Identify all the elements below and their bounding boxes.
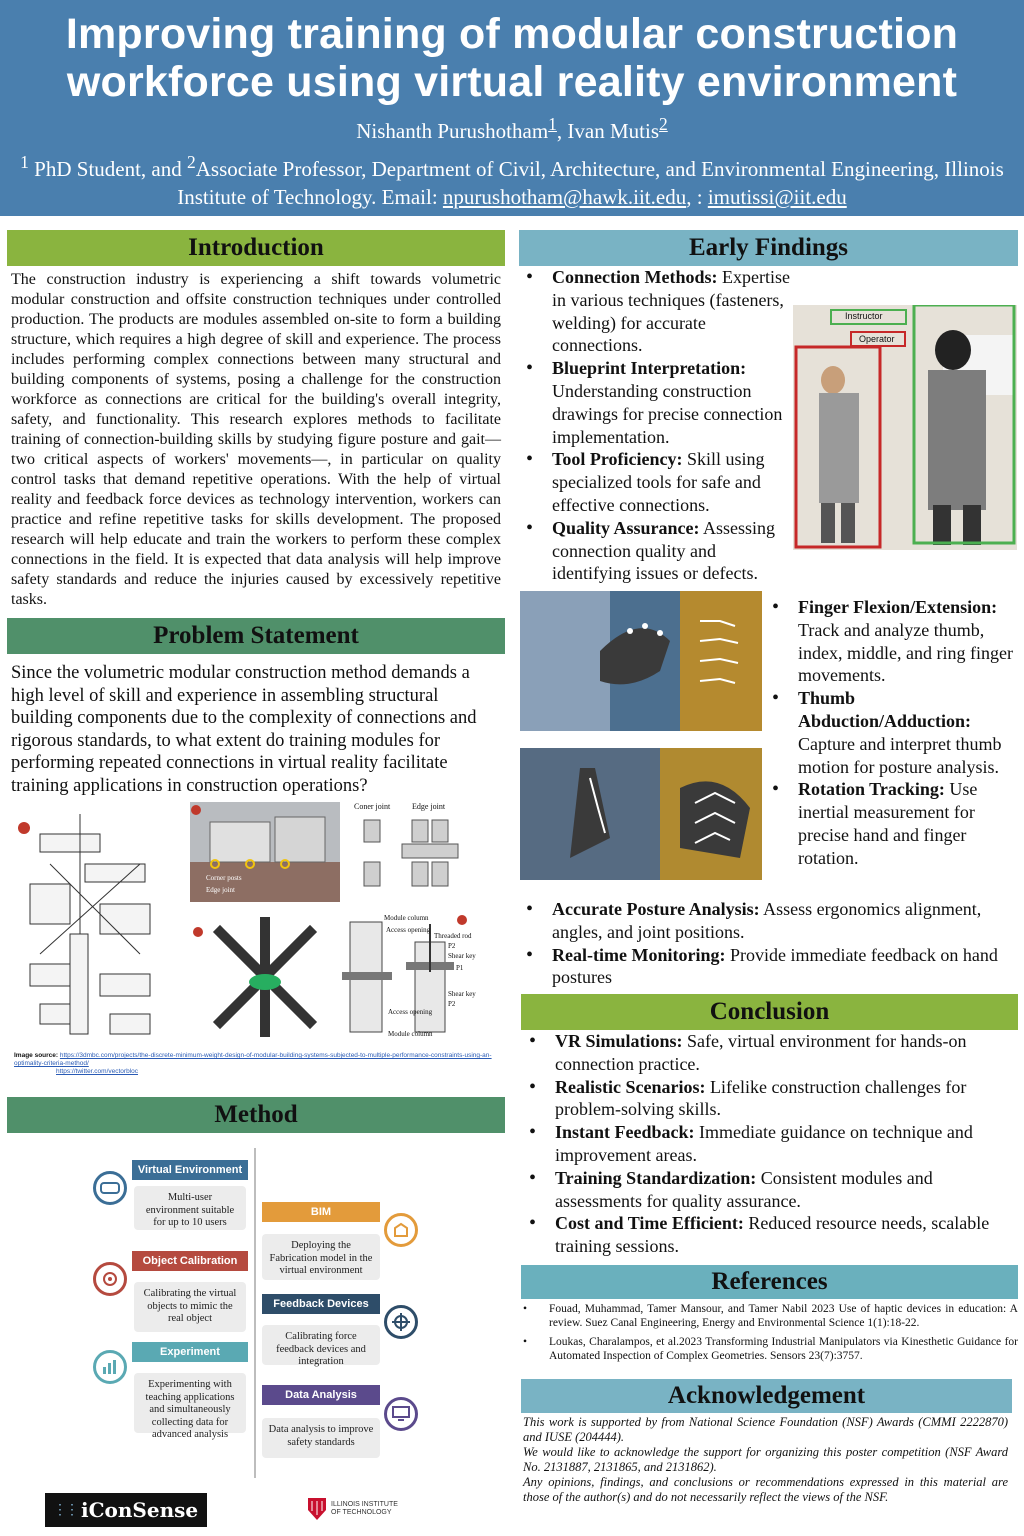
poster-header bbox=[0, 0, 1024, 216]
conclusion-item-text: Lifelike construction challenges for problem-solving skills. bbox=[555, 1076, 967, 1120]
finding-item-title: Finger Flexion/Extension: bbox=[798, 597, 998, 617]
conclusion-item bbox=[525, 1212, 1019, 1258]
conclusion-item-title: Cost and Time Efficient: bbox=[555, 1213, 744, 1234]
crosshair-icon bbox=[384, 1305, 418, 1339]
reference-item: • Loukas, Charalampos, et al.2023 Transforming Industrial Manipulators via Kinesthetic Guidance for Automated Inspection of Complex Geometries. Sensors 23(7):3757. bbox=[521, 1336, 1018, 1363]
authors bbox=[0, 114, 1024, 144]
iit-name-line1: ILLINOIS INSTITUTE bbox=[331, 1501, 398, 1508]
problem-text: Since the volumetric modular construction method demands a high level of skill and experience in assembling structural building components due to the complexity of connections and rigorous standards, to what extent do training modules for performing repeated connections in virtual reality facilitate training applications in construction operations? bbox=[11, 663, 477, 796]
finding-item bbox=[522, 357, 790, 448]
poster-title: Improving training of modular construction workforce using virtual reality environment bbox=[65, 10, 959, 106]
step-bim-text: Deploying the Fabrication model in the virtual environment bbox=[262, 1234, 380, 1280]
finding-item-text: Provide immediate feedback on hand postures bbox=[552, 944, 998, 988]
step-data-analysis-tag: Data Analysis bbox=[262, 1385, 380, 1405]
label-coner-joint: Coner joint bbox=[354, 802, 391, 811]
author-1: Nishanth Purushotham bbox=[356, 119, 549, 143]
affil-text-2: Associate Professor, Department of Civil, Architecture, and Environmental Engineering, Illinois Institute of Technology. Email: bbox=[177, 157, 1004, 209]
step-experiment-text: Experimenting with teaching applications and simultaneously collecting data for advanced analysis bbox=[134, 1373, 246, 1433]
legend-corner-posts: Corner posts bbox=[206, 874, 242, 882]
label-shear-key-2: Shear key bbox=[448, 990, 476, 998]
module-column-section-figure bbox=[340, 912, 504, 1042]
finding-item bbox=[522, 898, 1014, 944]
conclusion-item-text: Reduced resource needs, scalable training sessions. bbox=[555, 1213, 990, 1257]
ack-paragraph-2: We would like to acknowledge the support for organizing this poster competition (NSF Award No. 2131887, 2131865, and 2131862). bbox=[523, 1445, 1008, 1474]
iconsense-wordmark: iConSense bbox=[81, 1498, 199, 1522]
ack-paragraph-1: This work is supported by from National Science Foundation (NSF) Awards (CMMI 2222870) and IUSE (204444). bbox=[523, 1415, 1008, 1444]
instructor-label: Instructor bbox=[845, 311, 883, 321]
affil-text-1: PhD Student, and bbox=[28, 157, 188, 181]
author-2: , Ivan Mutis bbox=[556, 119, 659, 143]
step-experiment-tag: Experiment bbox=[132, 1342, 248, 1362]
finding-item bbox=[768, 687, 1020, 778]
legend-edge-joint: Edge joint bbox=[206, 886, 235, 894]
hand-tracking-image-2 bbox=[520, 748, 762, 880]
finding-item-text: Track and analyze thumb, index, middle, and ring finger movements. bbox=[798, 619, 1013, 686]
corner-edge-joint-figure bbox=[342, 802, 504, 902]
label-p1: P1 bbox=[456, 964, 464, 972]
finding-item-text: Understanding construction drawings for precise connection implementation. bbox=[552, 380, 783, 447]
conclusion-item bbox=[525, 1076, 1019, 1122]
hand-tracking-image-1 bbox=[520, 591, 762, 731]
shear-key-connection-figure bbox=[190, 912, 340, 1042]
label-access-opening: Access opening bbox=[386, 926, 431, 934]
introduction-text: The construction industry is experiencing a shift towards volumetric modular construction and offsite construction techniques under controlled production. The products are modules assembled on-site to form a building structure, which requires a high degree of skill and experience. The process includes performing complex connections between many structural and building components of systems, posing a challenge for the construction workforce as connections are critical for the building's overall integrity, safety, and functionality. This research explores methods to facilitate training of connection-building skills by studying figure posture and gait—two critical aspects of workers' movements—, in particular on quality control tasks that demand repetitive operations. With the help of virtual reality and feedback force devices as technology intervention, workers can practice and refine repetitive tasks for skills development. The proposed research will help educate and train the workers to perform these complex connections in the field. It is expected that data analysis will help improve safety standards and reduce the injuries caused by excessively repetitive tasks. bbox=[11, 271, 501, 608]
label-access-opening-2: Access opening bbox=[388, 1008, 433, 1016]
problem-heading: Problem Statement bbox=[7, 618, 505, 654]
iit-logo bbox=[306, 1494, 416, 1524]
step-object-calibration-text: Calibrating the virtual objects to mimic the real object bbox=[134, 1282, 246, 1332]
finding-item-text: Assessing connection quality and identifying issues or defects. bbox=[552, 517, 776, 584]
references-list bbox=[521, 1303, 1018, 1369]
finding-item bbox=[522, 266, 790, 357]
finding-item-text: Skill using specialized tools for safe and effective connections. bbox=[552, 449, 765, 515]
conclusion-item-text: Safe, virtual environment for hands-on connection practice. bbox=[555, 1031, 967, 1074]
finding-item bbox=[768, 778, 1020, 869]
module-corner-render-figure bbox=[190, 802, 340, 902]
conclusion-heading: Conclusion bbox=[521, 994, 1018, 1030]
label-p2-b: P2 bbox=[448, 1000, 456, 1008]
ack-paragraph-3: Any opinions, findings, and conclusions or recommendations expressed in this material are those of the author(s) and do not necessarily reflect the views of the NSF. bbox=[523, 1475, 1008, 1504]
email-sep: , : bbox=[686, 185, 708, 209]
image-source-link-2[interactable]: https://twitter.com/vectorbloc bbox=[56, 1068, 139, 1075]
author-2-sup: 2 bbox=[659, 114, 668, 134]
step-object-calibration-tag: Object Calibration bbox=[132, 1251, 248, 1271]
findings-heading: Early Findings bbox=[519, 230, 1018, 266]
conclusion-item-title: Training Standardization: bbox=[555, 1167, 757, 1188]
conclusion-item-title: VR Simulations: bbox=[555, 1031, 683, 1051]
acknowledgement-text bbox=[523, 1415, 1008, 1505]
finding-item-title: Rotation Tracking: bbox=[798, 779, 945, 800]
chart-icon bbox=[93, 1350, 127, 1384]
email-link-2[interactable]: imutissi@iit.edu bbox=[707, 185, 847, 209]
step-data-analysis-text: Data analysis to improve safety standards bbox=[262, 1418, 380, 1458]
affil-sup-2: 2 bbox=[187, 152, 196, 172]
calibration-target-icon bbox=[93, 1262, 127, 1296]
module-joint-exploded-figure bbox=[10, 804, 180, 1048]
step-feedback-devices-text: Calibrating force feedback devices and integration bbox=[262, 1325, 380, 1365]
label-shear-key: Shear key bbox=[448, 952, 476, 960]
image-source-label: Image source: bbox=[14, 1052, 59, 1059]
finding-item-text: Expertise in various techniques (fasteners, welding) for accurate connections. bbox=[552, 267, 790, 356]
finding-item-title: Real-time Monitoring: bbox=[552, 944, 726, 965]
conclusion-item-text: Immediate guidance on technique and improvement areas. bbox=[555, 1122, 973, 1165]
finding-item-title: Thumb Abduction/Adduction: bbox=[798, 688, 972, 731]
email-link-1[interactable]: npurushotham@hawk.iit.edu bbox=[442, 185, 687, 209]
building-icon bbox=[384, 1213, 418, 1247]
iit-name-line2: OF TECHNOLOGY bbox=[331, 1509, 392, 1516]
vr-training-photo bbox=[793, 305, 1017, 550]
introduction-heading: Introduction bbox=[7, 230, 505, 266]
references-heading: References bbox=[521, 1265, 1018, 1299]
affil-sup-1: 1 bbox=[20, 152, 29, 172]
findings-list-2 bbox=[768, 596, 1020, 870]
finding-item-title: Blueprint Interpretation: bbox=[552, 358, 747, 379]
finding-item-title: Connection Methods: bbox=[552, 267, 718, 287]
image-source bbox=[14, 1052, 504, 1076]
label-p2: P2 bbox=[448, 942, 456, 950]
vr-headset-icon bbox=[93, 1171, 127, 1205]
finding-item bbox=[522, 448, 790, 516]
monitor-icon bbox=[384, 1397, 418, 1431]
step-virtual-environment-tag: Virtual Environment bbox=[132, 1160, 248, 1180]
finding-item bbox=[522, 517, 790, 585]
finding-item-title: Quality Assurance: bbox=[552, 517, 700, 538]
image-source-link-1[interactable]: https://3dmbc.com/projects/the-discrete-minimum-weight-design-of-modular-building-systems-subjected-to-multiple-performance-constraints-using-an-optimality-criteria-method/ bbox=[14, 1052, 492, 1067]
conclusion-item-title: Realistic Scenarios: bbox=[555, 1076, 706, 1097]
conclusion-item-title: Instant Feedback: bbox=[555, 1122, 695, 1143]
iit-shield-icon bbox=[306, 1496, 328, 1522]
step-bim-tag: BIM bbox=[262, 1202, 380, 1222]
conclusion-item bbox=[525, 1030, 1019, 1076]
operator-label: Operator bbox=[859, 334, 895, 344]
finding-item bbox=[522, 944, 1014, 990]
finding-item-title: Accurate Posture Analysis: bbox=[552, 899, 760, 919]
findings-list-3 bbox=[522, 898, 1014, 989]
iconsense-dots-icon: ⋮⋮ bbox=[53, 1502, 77, 1518]
conclusion-item bbox=[525, 1167, 1019, 1213]
conclusion-item-text: Consistent modules and assessments for quality assurance. bbox=[555, 1167, 933, 1211]
finding-item-text: Capture and interpret thumb motion for posture analysis. bbox=[798, 733, 1002, 777]
conclusion-item bbox=[525, 1121, 1019, 1167]
conclusion-list bbox=[525, 1030, 1019, 1258]
step-virtual-environment-text: Multi-user environment suitable for up to 10 users bbox=[134, 1186, 246, 1230]
affiliation bbox=[0, 148, 1024, 211]
label-threaded-rod: Threaded rod bbox=[434, 932, 472, 940]
iconsense-logo bbox=[45, 1493, 207, 1527]
author-1-sup: 1 bbox=[548, 114, 557, 134]
label-module-column-2: Module column bbox=[388, 1030, 433, 1038]
finding-item-text: Use inertial measurement for precise hand and finger rotation. bbox=[798, 779, 978, 868]
findings-list-1 bbox=[522, 266, 790, 585]
acknowledgement-heading: Acknowledgement bbox=[521, 1379, 1012, 1413]
method-spine bbox=[254, 1148, 256, 1478]
finding-item-title: Tool Proficiency: bbox=[552, 449, 683, 470]
step-feedback-devices-tag: Feedback Devices bbox=[262, 1294, 380, 1314]
reference-item: • Fouad, Muhammad, Tamer Mansour, and Tamer Nabil 2023 Use of haptic devices in education: A review. Suez Canal Engineering, Energy and Environmental Science 1(1):18-22. bbox=[521, 1303, 1018, 1330]
label-edge-joint: Edge joint bbox=[412, 802, 446, 811]
finding-item-text: Assess ergonomics alignment, angles, and joint positions. bbox=[552, 899, 982, 942]
method-heading: Method bbox=[7, 1097, 505, 1133]
finding-item bbox=[768, 596, 1020, 687]
label-module-column: Module column bbox=[384, 914, 429, 922]
